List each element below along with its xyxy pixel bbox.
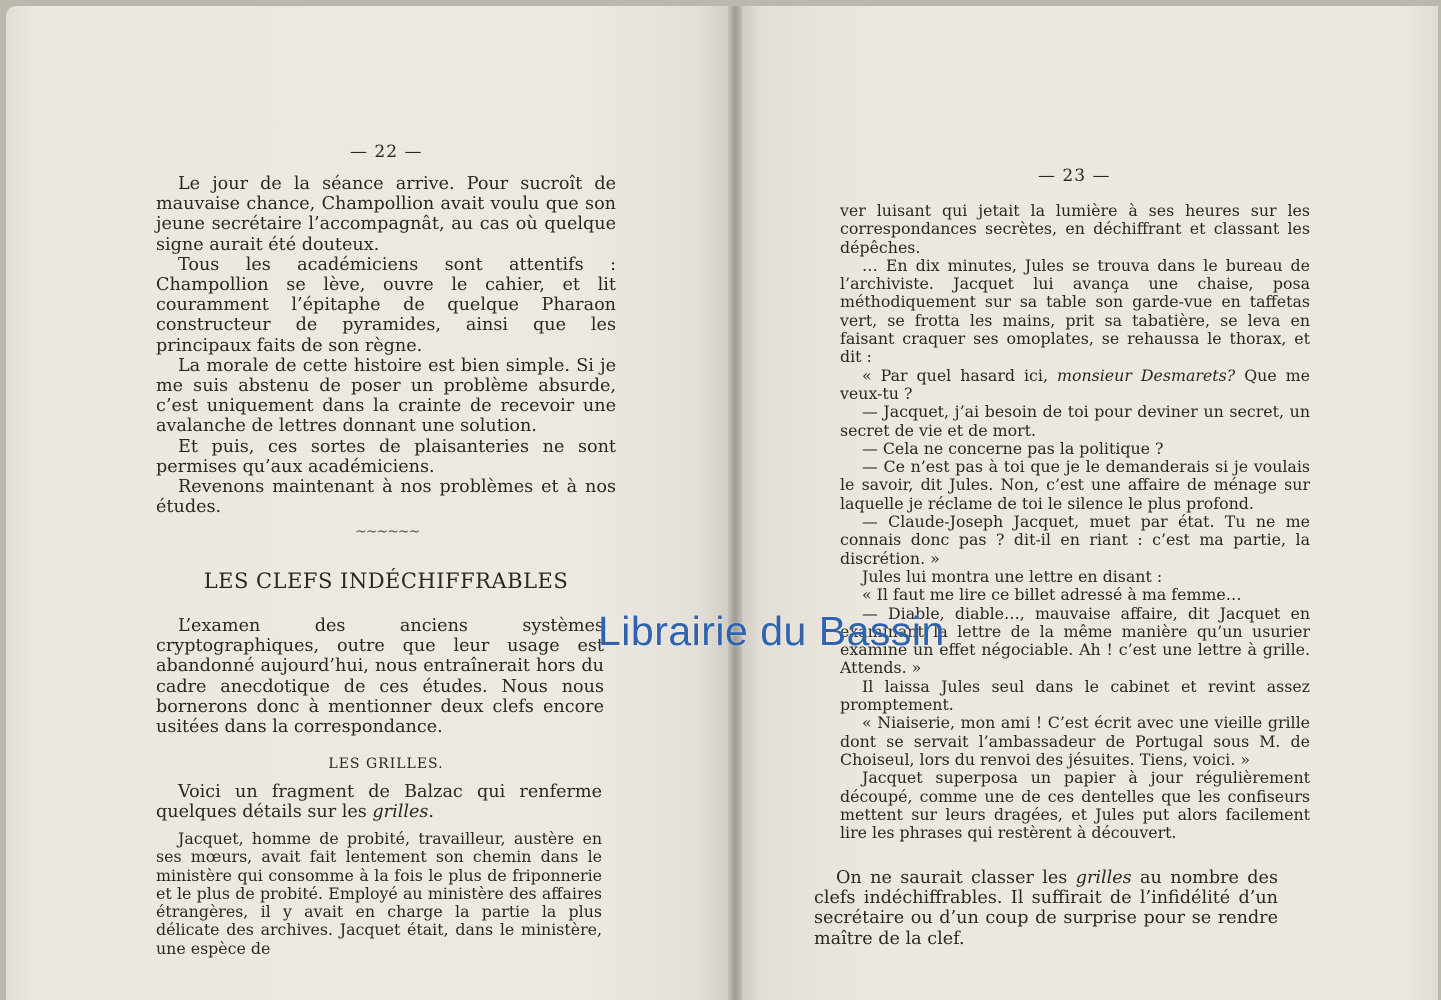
open-book [6, 6, 1438, 1000]
left-mid-text [156, 616, 604, 737]
quote-paragraph: … En dix minutes, Jules se trouva dans le bureau de l’archiviste. Jacquet lui avança une chaise, posa méthodiquement sur sa table son garde-vue en taffetas vert, se frotta les mains, prit sa tabatière, se leva en faisant craquer ses omoplates, se rehaussa le thorax, et dit : [840, 255, 1310, 367]
quote-paragraph: — Jacquet, j’ai besoin de toi pour deviner un secret, un secret de vie et de mort. [840, 402, 1310, 440]
quote-paragraph: Il laissa Jules seul dans le cabinet et revint assez promptement. [840, 676, 1310, 715]
page-number-right: — 23 — [1038, 166, 1111, 186]
quote-paragraph: — Cela ne concerne pas la politique ? [862, 438, 1164, 458]
paragraph: Revenons maintenant à nos problèmes et à nos études. [156, 477, 616, 518]
paragraph: La morale de cette histoire est bien simple. Si je me suis abstenu de poser un problème absurde, c’est uniquement dans la crainte de recevoir une avalanche de lettres donnant une solution. [156, 355, 616, 437]
left-page [6, 6, 734, 1000]
page-number-left: — 22 — [350, 142, 423, 162]
emphasis: grilles [1075, 868, 1132, 888]
paragraph: Et puis, ces sortes de plaisanteries ne sont permises qu’aux académiciens. [156, 436, 616, 477]
paragraph: Le jour de la séance arrive. Pour sucroît de mauvaise chance, Champollion avait voulu que son jeune secrétaire l’accompagnât, au cas où quelque signe aurait été douteux. [156, 174, 616, 255]
text-segment: Que me veux-tu ? [840, 365, 1310, 403]
left-top-text [156, 174, 616, 517]
emphasis: grilles [372, 802, 429, 823]
text-segment: . [428, 802, 434, 823]
quote-paragraph: « Niaiserie, mon ami ! C’est écrit avec une vieille grille dont se servait l’ambassadeur de Portugal sous M. de Choiseul, lors du renvoi des jésuites. Tiens, voici. » [840, 713, 1310, 769]
right-quote-text [840, 202, 1310, 842]
text-segment: « Par quel hasard ici, [862, 365, 1057, 385]
paragraph: Tous les académiciens sont attentifs : Champollion se lève, ouvre le cahier, et lit couramment l’épitaphe de quelque Pharaon constructeur de pyramides, ainsi que les principaux faits de son règne. [156, 254, 616, 356]
text-segment: On ne saurait classer les [836, 868, 1076, 888]
quote-paragraph: — Diable, diable…, mauvaise affaire, dit Jacquet en examinant la lettre de la même manière qu’un usurier examine un effet négociable. Ah ! c’est une lettre à grille. Attends. » [840, 603, 1310, 678]
text-segment: au nombre des clefs indéchiffrables. Il suffirait de l’infidélité d’un secrétaire ou d’un coup de surprise pour se rendre maître de la clef. [814, 868, 1278, 949]
quote-paragraph: — Ce n’est pas à toi que je le demanderais si je voulais le savoir, dit Jules. Non, c’est une affaire de ménage sur laquelle je réclame de toi le silence le plus profond. [840, 457, 1310, 513]
quote-paragraph: Jacquet, homme de probité, travailleur, austère en ses mœurs, avait fait lentement son chemin dans le ministère qui consomme à la fois le plus de friponnerie et le plus de probité. Employé au ministère des affaires étrangères, il y avait en charge la partie la plus délicate des archives. Jacquet était, dans le ministère, une espèce de [156, 829, 602, 958]
quote-paragraph: — Claude-Joseph Jacquet, muet par état. Tu ne me connais donc pas ? dit-il en riant : c’est ma partie, la discrétion. » [840, 512, 1310, 568]
quote-paragraph [840, 367, 1310, 404]
quote-paragraph: « Il faut me lire ce billet adressé à ma femme… [862, 585, 1242, 605]
watermark-text: Librairie du Bassin [598, 608, 945, 654]
left-quote-text [156, 830, 602, 958]
right-page [734, 6, 1438, 1000]
left-lower-text [156, 782, 602, 822]
emphasis: monsieur Desmarets? [1056, 365, 1236, 385]
paragraph [156, 782, 602, 822]
paragraph [814, 868, 1278, 949]
quote-paragraph: Jacquet superposa un papier à jour régulièrement découpé, comme une de ces dentelles que les confiseurs mettent sur leurs dragées, et Jules put alors facilement lire les phrases qui restèrent à découvert. [840, 768, 1310, 843]
section-ornament: ~~~~~~ [355, 524, 420, 540]
right-final-text [814, 868, 1278, 949]
subsection-heading: LES GRILLES. [328, 756, 444, 772]
quote-paragraph: ver luisant qui jetait la lumière à ses heures sur les correspondances secrètes, en déchiffrant et classant les dépêches. [840, 201, 1310, 257]
book-gutter [728, 6, 742, 1000]
quote-paragraph: Jules lui montra une lettre en disant : [862, 566, 1163, 586]
paragraph: L’examen des anciens systèmes cryptographiques, outre que leur usage est abandonné aujourd’hui, nous entraînerait hors du cadre anecdotique de ces études. Nous nous bornerons donc à mentionner deux clefs encore usitées dans la correspondance. [156, 616, 604, 738]
text-segment: Voici un fragment de Balzac qui renferme quelques détails sur les [156, 782, 602, 823]
section-heading: LES CLEFS INDÉCHIFFRABLES [203, 569, 569, 593]
